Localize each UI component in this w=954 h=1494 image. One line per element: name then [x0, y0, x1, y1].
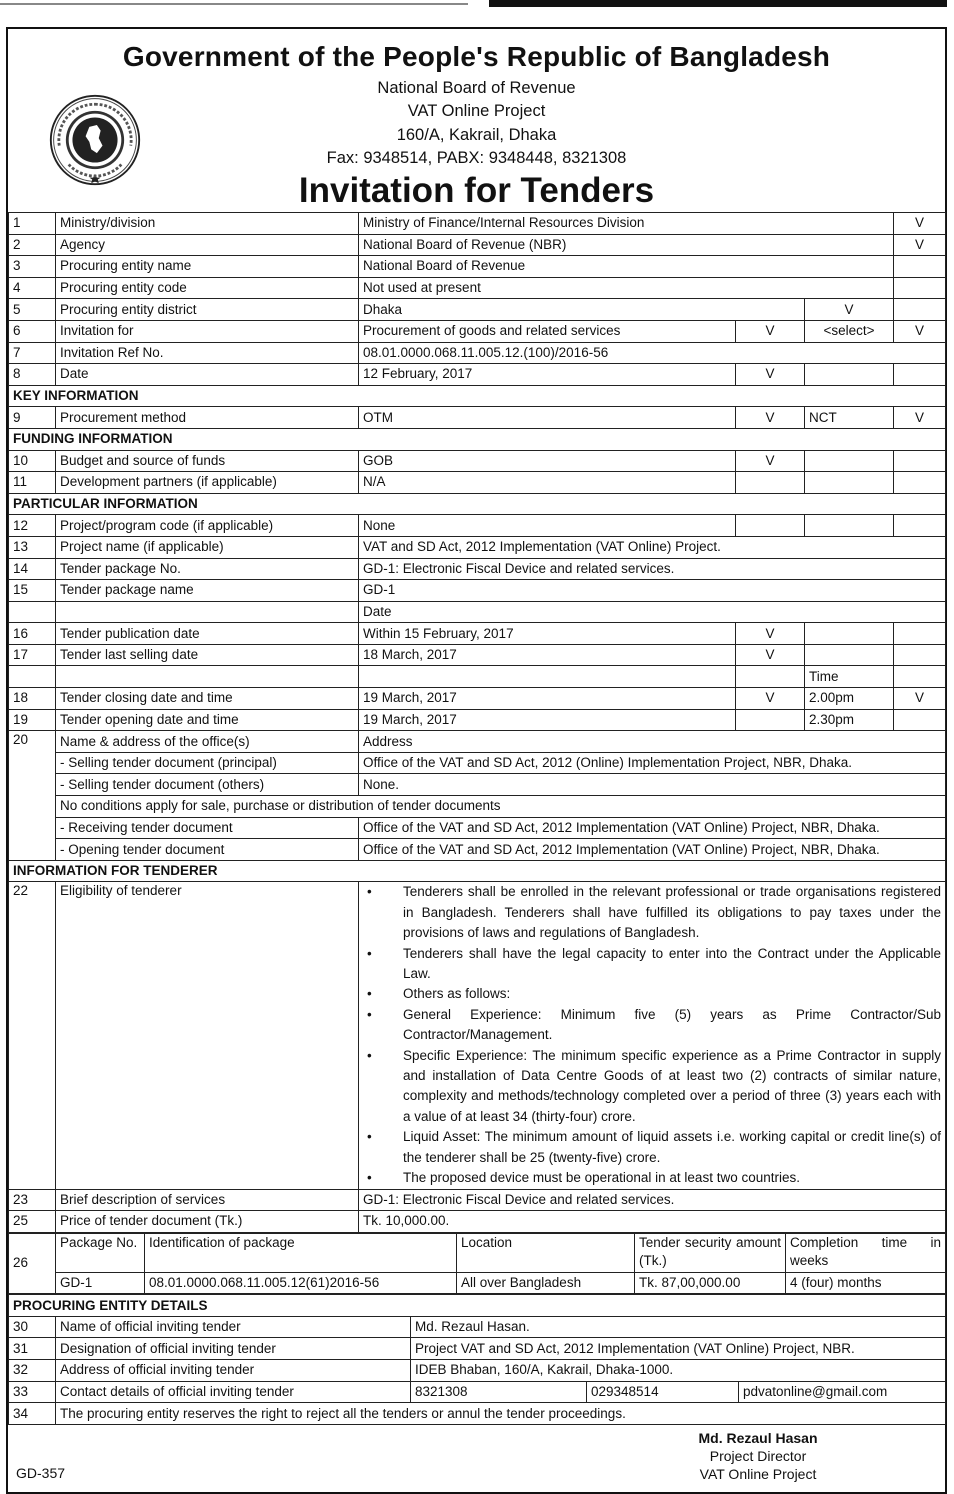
row-label: Tender package No.	[56, 558, 359, 580]
address-line: 160/A, Kakrail, Dhaka	[396, 125, 557, 144]
table-row	[9, 882, 946, 1189]
dropdown-marker: V	[894, 320, 946, 342]
table-cell: Tk. 87,00,000.00	[635, 1272, 786, 1294]
row-number: 11	[9, 472, 56, 494]
table-row	[9, 796, 946, 818]
row-number: 25	[9, 1211, 56, 1233]
row-number: 10	[9, 450, 56, 472]
table-row	[9, 213, 946, 235]
row-number: 15	[9, 580, 56, 602]
notice-title: Invitation for Tenders	[298, 171, 655, 210]
row-value: GD-1: Electronic Fiscal Device and related services.	[359, 1189, 946, 1211]
row-value: 19 March, 2017	[359, 709, 736, 731]
table-row	[9, 1381, 946, 1403]
dropdown-marker: V	[894, 688, 946, 710]
table-row	[9, 731, 946, 753]
table-cell: GD-1	[56, 1272, 145, 1294]
row-label: Procuring entity district	[56, 299, 359, 321]
column-header: Location	[457, 1233, 635, 1272]
column-header: Tender security amount (Tk.)	[635, 1233, 786, 1272]
select-placeholder: <select>	[805, 320, 894, 342]
row-number: 33	[9, 1381, 56, 1403]
top-rule	[0, 3, 468, 5]
dropdown-marker: V	[736, 644, 805, 666]
row-value: Procurement of goods and related services	[359, 320, 736, 342]
row-label: Name of official inviting tender	[56, 1316, 411, 1338]
row-value: National Board of Revenue (NBR)	[359, 234, 894, 256]
notice-code: GD-357	[16, 1464, 66, 1481]
address-line: National Board of Revenue	[377, 79, 576, 97]
row-label: Designation of official inviting tender	[56, 1338, 411, 1360]
row-label: Tender last selling date	[56, 644, 359, 666]
list-item: • Liquid Asset: The minimum amount of liquid assets i.e. working capital or credit line(s) of the tenderer shall be 25 (twenty-five) crore.	[359, 1127, 941, 1168]
list-item: • Tenderers shall have the legal capacity to enter into the Contract under the Applicable Law.	[359, 944, 941, 985]
row-number: 1	[9, 213, 56, 235]
section-heading: KEY INFORMATION	[9, 385, 946, 407]
table-row	[9, 558, 946, 580]
table-cell: All over Bangladesh	[457, 1272, 635, 1294]
row-number: 4	[9, 277, 56, 299]
row-number: 7	[9, 342, 56, 364]
table-row	[9, 472, 946, 494]
table-row	[9, 666, 946, 688]
row-value: None	[359, 515, 736, 537]
row-value: Md. Rezaul Hasan.	[411, 1316, 946, 1338]
table-row	[9, 364, 946, 386]
row-number: 19	[9, 709, 56, 731]
row-label: Tender package name	[56, 580, 359, 602]
list-item: • Others as follows:	[359, 984, 941, 1004]
table-row	[9, 234, 946, 256]
row-label: Procurement method	[56, 407, 359, 429]
table-row	[9, 1233, 946, 1272]
row-label: - Opening tender document	[56, 839, 359, 861]
row-number: 6	[9, 320, 56, 342]
table-row	[9, 1316, 946, 1338]
row-number: 18	[9, 688, 56, 710]
row-number: 31	[9, 1338, 56, 1360]
eligibility-list	[359, 882, 945, 1188]
row-label: Brief description of services	[56, 1189, 359, 1211]
row-label: - Selling tender document (others)	[56, 774, 359, 796]
row-label: - Selling tender document (principal)	[56, 752, 359, 774]
address-line: VAT Online Project	[407, 102, 546, 121]
row-number: 12	[9, 515, 56, 537]
notice-header	[8, 29, 945, 212]
row-number: 16	[9, 623, 56, 645]
row-value: GOB	[359, 450, 736, 472]
row-number: 8	[9, 364, 56, 386]
row-value: Within 15 February, 2017	[359, 623, 736, 645]
svg-text:গণপ্রজাতন্ত্রী বাংলাদেশ সরকার: গণপ্রজাতন্ত্রী বাংলাদেশ সরকার	[95, 186, 107, 187]
signatory-name: Md. Rezaul Hasan	[698, 1429, 818, 1446]
row-label: - Receiving tender document	[56, 817, 359, 839]
row-value: IDEB Bhaban, 160/A, Kakrail, Dhaka-1000.	[411, 1360, 946, 1382]
row-value: 18 March, 2017	[359, 644, 736, 666]
row-number: 30	[9, 1316, 56, 1338]
table-row	[9, 342, 946, 364]
table-row	[9, 688, 946, 710]
email-address: pdvatonline@gmail.com	[739, 1381, 946, 1403]
table-row	[9, 299, 946, 321]
row-value: The procuring entity reserves the right to reject all the tenders or annul the tender proceedings.	[56, 1403, 946, 1425]
dropdown-marker: V	[894, 407, 946, 429]
row-label: Budget and source of funds	[56, 450, 359, 472]
column-header: Package No.	[56, 1233, 145, 1272]
dropdown-marker: V	[736, 320, 805, 342]
dropdown-marker: V	[894, 234, 946, 256]
table-row	[9, 1211, 946, 1233]
row-label: Eligibility of tenderer	[56, 882, 359, 1189]
row-number: 22	[9, 882, 56, 1189]
entity-table	[8, 1294, 946, 1425]
dropdown-marker: V	[736, 688, 805, 710]
address-block	[8, 77, 945, 170]
row-value: 08.01.0000.068.11.005.12.(100)/2016-56	[359, 342, 946, 364]
table-row	[9, 644, 946, 666]
table-row	[9, 320, 946, 342]
row-value: GD-1: Electronic Fiscal Device and related services.	[359, 558, 946, 580]
row-value: Office of the VAT and SD Act, 2012 Implementation (VAT Online) Project, NBR, Dhaka.	[359, 817, 946, 839]
address-line: Fax: 9348514, PABX: 9348448, 8321308	[326, 148, 627, 167]
row-value: None.	[359, 774, 946, 796]
tender-notice	[6, 27, 947, 1494]
signatory-title: Project Director	[709, 1447, 807, 1464]
row-label: Project/program code (if applicable)	[56, 515, 359, 537]
package-table	[8, 1233, 946, 1295]
section-heading: FUNDING INFORMATION	[9, 428, 946, 450]
table-row	[9, 752, 946, 774]
table-row	[9, 709, 946, 731]
column-caption: Time	[805, 666, 894, 688]
row-number: 17	[9, 644, 56, 666]
row-number: 9	[9, 407, 56, 429]
table-row	[9, 277, 946, 299]
row-note: No conditions apply for sale, purchase or distribution of tender documents	[56, 796, 946, 818]
row-value: VAT and SD Act, 2012 Implementation (VAT Online) Project.	[359, 536, 946, 558]
row-label: Invitation Ref No.	[56, 342, 359, 364]
table-row	[9, 601, 946, 623]
row-value: Ministry of Finance/Internal Resources Division	[359, 213, 894, 235]
table-row	[9, 623, 946, 645]
row-label: Project name (if applicable)	[56, 536, 359, 558]
row-value: National Board of Revenue	[359, 256, 894, 278]
row-value: Office of the VAT and SD Act, 2012 (Online) Implementation Project, NBR, Dhaka.	[359, 752, 946, 774]
row-value: N/A	[359, 472, 736, 494]
row-value: 19 March, 2017	[359, 688, 736, 710]
row-value: NCT	[805, 407, 894, 429]
signature-block	[668, 1429, 848, 1483]
table-row	[9, 1360, 946, 1382]
row-label: Contact details of official inviting tender	[56, 1381, 411, 1403]
table-row	[9, 515, 946, 537]
column-caption: Date	[359, 601, 946, 623]
fax-number: 029348514	[587, 1381, 739, 1403]
section-heading: PROCURING ENTITY DETAILS	[9, 1295, 946, 1317]
row-label: Name & address of the office(s)	[56, 731, 359, 753]
top-black-bar	[489, 0, 947, 7]
row-value: Project VAT and SD Act, 2012 Implementation (VAT Online) Project, NBR.	[411, 1338, 946, 1360]
row-label: Ministry/division	[56, 213, 359, 235]
row-label: Procuring entity code	[56, 277, 359, 299]
dropdown-marker: V	[736, 407, 805, 429]
row-value: Tk. 10,000.00.	[359, 1211, 946, 1233]
row-label: Tender publication date	[56, 623, 359, 645]
dropdown-marker: V	[736, 364, 805, 386]
tender-table	[8, 212, 946, 1233]
row-label: Procuring entity name	[56, 256, 359, 278]
row-number: 14	[9, 558, 56, 580]
table-cell: 08.01.0000.068.11.005.12(61)2016-56	[145, 1272, 457, 1294]
list-item: • Tenderers shall be enrolled in the relevant professional or trade organisations registered in Bangladesh. Tenderers shall have fulfilled its obligations to pay taxes under the provisions of laws and regulations of Bangladesh.	[359, 882, 941, 943]
row-number: 13	[9, 536, 56, 558]
government-title: Government of the People's Republic of Bangladesh	[122, 41, 831, 72]
row-number: 3	[9, 256, 56, 278]
dropdown-marker: V	[805, 299, 894, 321]
row-value: GD-1	[359, 580, 946, 602]
eligibility-list-cell	[359, 882, 946, 1189]
row-number: 26	[9, 1233, 56, 1294]
row-number: 5	[9, 299, 56, 321]
row-label: Tender opening date and time	[56, 709, 359, 731]
row-label: Address of official inviting tender	[56, 1360, 411, 1382]
row-number: 23	[9, 1189, 56, 1211]
row-value: 12 February, 2017	[359, 364, 736, 386]
list-item: • The proposed device must be operational in at least two countries.	[359, 1168, 941, 1188]
column-header: Identification of package	[145, 1233, 457, 1272]
table-row	[9, 450, 946, 472]
table-row	[9, 256, 946, 278]
table-row	[9, 817, 946, 839]
row-value: OTM	[359, 407, 736, 429]
notice-footer	[8, 1425, 945, 1485]
row-number: 2	[9, 234, 56, 256]
row-label: Agency	[56, 234, 359, 256]
table-row	[9, 580, 946, 602]
table-row	[9, 1338, 946, 1360]
table-row	[9, 1189, 946, 1211]
table-row	[9, 407, 946, 429]
row-label: Price of tender document (Tk.)	[56, 1211, 359, 1233]
column-header: Completion time in weeks	[786, 1233, 946, 1272]
section-heading: PARTICULAR INFORMATION	[9, 493, 946, 515]
dropdown-marker: V	[736, 450, 805, 472]
table-row	[9, 1272, 946, 1294]
row-label: Date	[56, 364, 359, 386]
row-label: Tender closing date and time	[56, 688, 359, 710]
row-number: 32	[9, 1360, 56, 1382]
row-value: Not used at present	[359, 277, 894, 299]
list-item: • Specific Experience: The minimum specific experience as a Prime Contractor in supply and installation of Data Centre Goods of at least two (2) contracts of similar nature, complexity and methods/technology completed over a period of three (3) years each with a value of at least 34 (thirty-four) crore.	[359, 1046, 941, 1128]
row-value: 2.30pm	[805, 709, 894, 731]
dropdown-marker: V	[894, 213, 946, 235]
section-heading: INFORMATION FOR TENDERER	[9, 860, 946, 882]
table-cell: 4 (four) months	[786, 1272, 946, 1294]
row-value: Dhaka	[359, 299, 805, 321]
row-number: 34	[9, 1403, 56, 1425]
table-row	[9, 536, 946, 558]
row-value: Office of the VAT and SD Act, 2012 Implementation (VAT Online) Project, NBR, Dhaka.	[359, 839, 946, 861]
phone-number: 8321308	[411, 1381, 587, 1403]
list-item: • General Experience: Minimum five (5) years as Prime Contractor/Sub Contractor/Management.	[359, 1005, 941, 1046]
signatory-org: VAT Online Project	[699, 1465, 817, 1482]
row-label: Development partners (if applicable)	[56, 472, 359, 494]
dropdown-marker: V	[736, 623, 805, 645]
row-number: 20	[9, 731, 56, 861]
row-label: Invitation for	[56, 320, 359, 342]
table-row	[9, 839, 946, 861]
row-value: Address	[359, 731, 946, 753]
table-row	[9, 774, 946, 796]
row-value: 2.00pm	[805, 688, 894, 710]
table-row	[9, 1403, 946, 1425]
